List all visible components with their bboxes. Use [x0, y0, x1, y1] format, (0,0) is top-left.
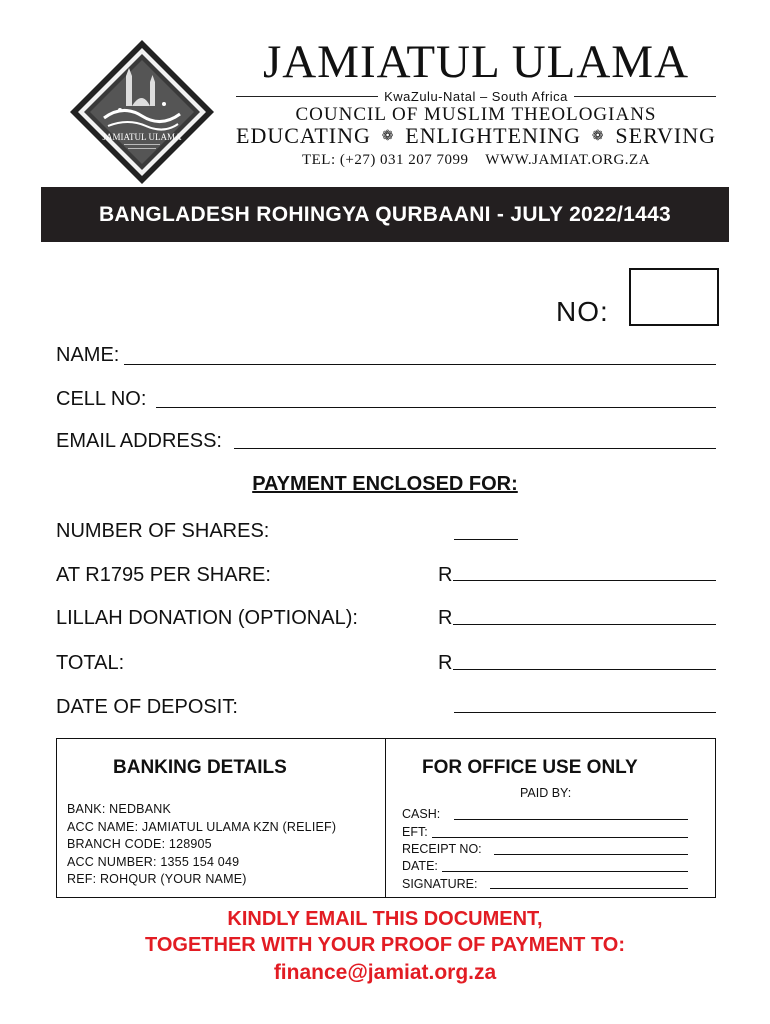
price-currency: R [438, 564, 453, 586]
date-label: DATE OF DEPOSIT: [56, 696, 238, 718]
total-field[interactable] [453, 669, 716, 670]
paid-by-label: PAID BY: [520, 786, 572, 800]
council-text: COUNCIL OF MUSLIM THEOLOGIANS [295, 104, 657, 125]
shares-field[interactable] [454, 539, 518, 540]
email-field[interactable] [234, 448, 716, 449]
tagline-educating: EDUCATING [236, 123, 371, 148]
footer-line-2: TOGETHER WITH YOUR PROOF OF PAYMENT TO: [144, 934, 626, 956]
cash-field[interactable] [454, 819, 688, 820]
signature-label: SIGNATURE: [402, 877, 478, 891]
account-name: ACC NAME: JAMIATUL ULAMA KZN (RELIEF) [67, 820, 337, 834]
cell-field[interactable] [156, 407, 716, 408]
account-number: ACC NUMBER: 1355 154 049 [67, 855, 240, 869]
cash-label: CASH: [402, 807, 441, 821]
office-title: FOR OFFICE USE ONLY [422, 757, 638, 778]
lillah-label: LILLAH DONATION (OPTIONAL): [56, 607, 358, 629]
flower-separator-icon: ❁ [591, 128, 605, 144]
price-field[interactable] [453, 580, 716, 581]
office-date-label: DATE: [402, 859, 438, 873]
divider [574, 96, 716, 97]
org-name: JAMIATUL ULAMA [262, 36, 690, 88]
no-label: NO: [556, 296, 609, 327]
name-label: NAME: [56, 344, 120, 366]
total-currency: R [438, 652, 453, 674]
shares-label: NUMBER OF SHARES: [56, 520, 270, 542]
email-label: EMAIL ADDRESS: [56, 430, 222, 452]
tagline [236, 123, 716, 149]
lillah-currency: R [438, 607, 453, 629]
payment-title [0, 473, 770, 496]
receipt-label: RECEIPT NO: [402, 842, 482, 856]
footer-line-1: KINDLY EMAIL THIS DOCUMENT, [227, 908, 543, 930]
form-title-banner: BANGLADESH ROHINGYA QURBAANI - JULY 2022/1443 [41, 187, 729, 242]
bank-name: BANK: NEDBANK [67, 802, 172, 816]
form-number-box[interactable] [629, 268, 719, 326]
logo-text: JAMIATUL ULAMA [102, 132, 182, 142]
name-field[interactable] [124, 364, 716, 365]
region-text: KwaZulu-Natal – South Africa [384, 88, 568, 104]
jamiatul-ulama-seal-icon [68, 38, 216, 186]
branch-code: BRANCH CODE: 128905 [67, 837, 212, 851]
flower-separator-icon: ❁ [381, 128, 395, 144]
banking-title: BANKING DETAILS [113, 757, 287, 778]
price-label: AT R1795 PER SHARE: [56, 564, 271, 586]
total-label: TOTAL: [56, 652, 125, 674]
divider [236, 96, 378, 97]
reference: REF: ROHQUR (YOUR NAME) [67, 872, 247, 886]
eft-field[interactable] [432, 837, 688, 838]
payment-title-text: PAYMENT ENCLOSED FOR: [252, 473, 518, 495]
signature-field[interactable] [490, 888, 688, 889]
footer-email-link[interactable]: finance@jamiat.org.za [273, 961, 497, 984]
office-date-field[interactable] [442, 871, 688, 872]
contact-line: TEL: (+27) 031 207 7099 WWW.JAMIAT.ORG.ZA [301, 152, 651, 168]
lillah-field[interactable] [453, 624, 716, 625]
office-use-box [386, 738, 716, 898]
tagline-serving: SERVING [615, 123, 716, 148]
banking-details-box [56, 738, 386, 898]
cell-label: CELL NO: [56, 388, 147, 410]
eft-label: EFT: [402, 825, 428, 839]
tagline-enlightening: ENLIGHTENING [405, 123, 582, 148]
date-field[interactable] [454, 712, 716, 713]
receipt-field[interactable] [494, 854, 688, 855]
region-row [236, 88, 716, 104]
